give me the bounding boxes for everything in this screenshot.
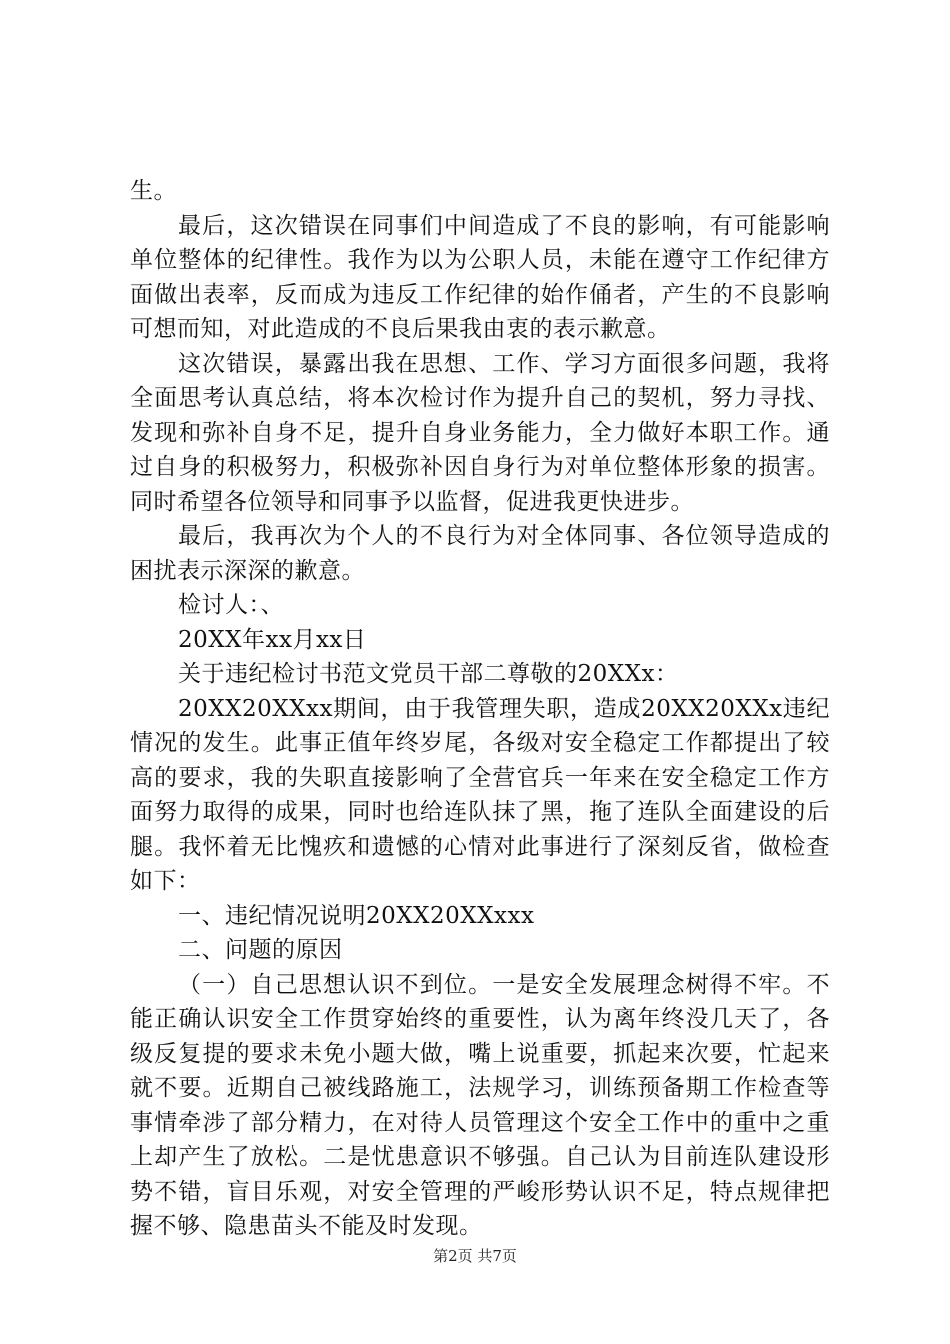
paragraph: （一）自己思想认识不到位。一是安全发展理念树得不牢。不能正确认识安全工作贯穿始终的重要性，认为离年终没几天了，各级反复提的要求未免小题大做，嘴上说重要，抓起来次要，忙起来就不要。近期自己被线路施工，法规学习，训练预备期工作检查等事情牵涉了部分精力，在对待人员管理这个安全工作中的重中之重上却产生了放松。二是忧患意识不够强。自己认为目前连队建设形势不错，盲目乐观，对安全管理的严峻形势认识不足，特点规律把握不够、隐患苗头不能及时发现。 <box>130 971 830 1239</box>
paragraph: 生。 <box>130 178 177 204</box>
paragraph: 最后，我再次为个人的不良行为对全体同事、各位领导造成的困扰表示深深的歉意。 <box>130 523 830 584</box>
paragraph: 这次错误，暴露出我在思想、工作、学习方面很多问题，我将全面思考认真总结，将本次检讨作为提升自己的契机，努力寻找、发现和弥补自身不足，提升自身业务能力，全力做好本职工作。通过自身的积极努力，积极弥补因自身行为对单位整体形象的损害。同时希望各位领导和同事予以监督，促进我更快进步。 <box>130 350 830 515</box>
heading-problem-causes: 二、问题的原因 <box>178 937 343 963</box>
section-title: 关于违纪检讨书范文党员干部二尊敬的20XXx： <box>178 661 679 687</box>
page-number: 第2页 共7页 <box>433 1247 517 1265</box>
date-line: 20XX年xx月xx日 <box>178 626 367 653</box>
signature-line: 检讨人：、 <box>178 592 284 618</box>
paragraph: 最后，这次错误在同事们中间造成了不良的影响，有可能影响单位整体的纪律性。我作为以为公职人员，未能在遵守工作纪律方面做出表率，反而成为违反工作纪律的始作俑者，产生的不良影响可想而知，对此造成的不良后果我由衷的表示歉意。 <box>130 212 830 342</box>
document-body <box>130 174 830 1244</box>
paragraph: 20XX20XXxx期间，由于我管理失职，造成20XX20XXx违纪情况的发生。此事正值年终岁尾，各级对安全稳定工作都提出了较高的要求，我的失职直接影响了全营官兵一年来在安全稳定工作方面努力取得的成果，同时也给连队抹了黑，拖了连队全面建设的后腿。我怀着无比愧疚和遗憾的心情对此事进行了深刻反省，做检查如下： <box>130 695 830 894</box>
heading-violation-description: 一、违纪情况说明20XX20XXxxx <box>178 902 535 929</box>
